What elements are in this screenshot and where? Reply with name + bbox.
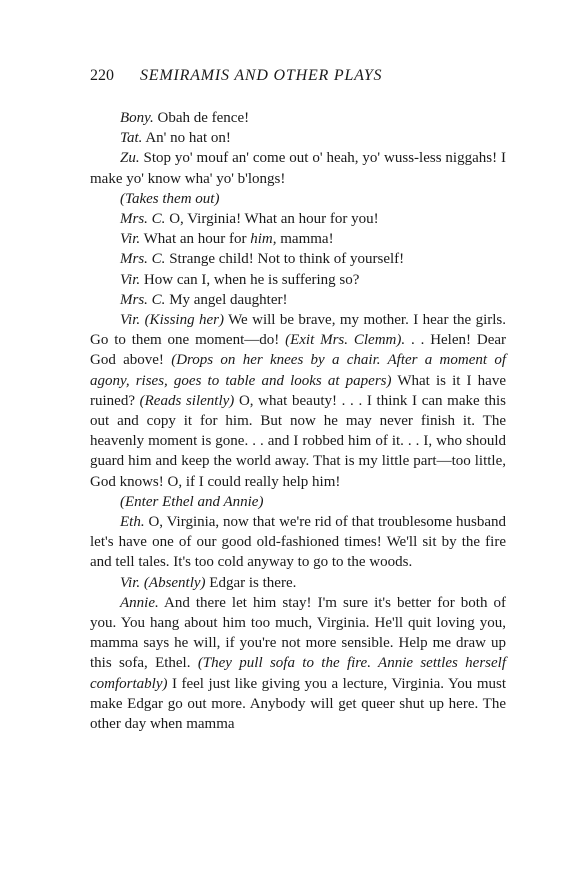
text-paragraph: [90, 573, 506, 593]
roman-text: Stop yo' mouf an' come out o' heah, yo' wuss-less niggahs! I make yo' know wha' yo' b'longs!: [90, 150, 506, 187]
italic-text: (They pull sofa to the fire. Annie settles herself comfortably): [90, 655, 506, 692]
italic-text: Tat.: [120, 130, 143, 147]
italic-text: Zu.: [120, 150, 140, 167]
text-paragraph: [90, 189, 506, 209]
roman-text: . . Helen! Dear God above!: [90, 332, 506, 369]
italic-text: Vir.: [120, 231, 141, 248]
running-title: SEMIRAMIS AND OTHER PLAYS: [140, 67, 383, 84]
text-paragraph: [90, 209, 506, 229]
text-paragraph: [90, 108, 506, 128]
text-paragraph: [90, 229, 506, 249]
roman-text: O, Virginia, now that we're rid of that troublesome husband let's have one of our good old-fashioned times! We'll sit by the fire and tell tales. It's too cold anyway to go to the woods.: [90, 514, 506, 571]
italic-text: (Kissing her): [144, 312, 224, 329]
italic-text: Eth.: [120, 514, 145, 531]
text-paragraph: [90, 492, 506, 512]
italic-text: (Enter Ethel and Annie): [120, 493, 264, 510]
text-paragraph: [90, 593, 506, 734]
italic-text: Mrs. C.: [120, 251, 166, 268]
roman-text: Edgar is there.: [205, 574, 297, 591]
italic-text: (Absently): [143, 574, 206, 591]
roman-text: How can I, when he is suffering so?: [140, 271, 360, 288]
text-paragraph: [90, 128, 506, 148]
italic-text: him,: [250, 231, 277, 248]
italic-text: Bony.: [120, 110, 154, 126]
text-paragraph: [90, 290, 506, 310]
roman-text: An' no hat on!: [142, 130, 231, 147]
roman-text: We will be brave, my mother. I hear the girls. Go to them one moment—do!: [90, 312, 507, 349]
roman-text: My angel daughter!: [165, 291, 288, 308]
roman-text: What is it I have ruined?: [90, 372, 506, 409]
play-text: [90, 108, 506, 734]
text-paragraph: [90, 512, 506, 573]
text-paragraph: [90, 249, 506, 269]
roman-text: O, what beauty! . . . I think I can make this out and copy it for him. But now he may never finish it. The heavenly moment is gone. . . and I robbed him of it. . . I, who should guard him and keep the world away. That is my little part—too little, God knows! O, if I could really help him!: [90, 392, 506, 490]
roman-text: O, Virginia! What an hour for you!: [165, 211, 379, 228]
roman-text: What an hour for: [140, 231, 251, 248]
italic-text: Mrs. C.: [120, 211, 166, 228]
roman-text: Strange child! Not to think of yourself!: [165, 251, 405, 268]
italic-text: Vir.: [120, 271, 141, 288]
roman-text: And there let him stay! I'm sure it's better for both of you. You hang about him too much, Virginia. He'll quit loving you, mamma says he will, if you're not more sensible. Help me draw up this sofa, Ethel.: [90, 594, 506, 672]
book-page: [90, 64, 506, 734]
page-header: [90, 64, 506, 88]
roman-text: mamma!: [276, 231, 334, 248]
italic-text: (Drops on her knees by a chair. After a moment of agony, rises, goes to table and looks at papers): [90, 352, 506, 389]
italic-text: (Exit Mrs. Clemm).: [285, 332, 406, 349]
roman-text: Obah de fence!: [153, 110, 250, 126]
italic-text: (Reads silently): [139, 392, 235, 409]
italic-text: Vir.: [120, 574, 141, 591]
italic-text: Vir.: [120, 312, 141, 329]
italic-text: (Takes them out): [120, 190, 220, 207]
roman-text: I feel just like giving you a lecture, Virginia. You must make Edgar go out more. Anybody will get queer shut up here. The other day when mamma: [90, 675, 506, 733]
text-paragraph: [90, 270, 506, 290]
italic-text: Mrs. C.: [120, 291, 166, 308]
page-number: 220: [90, 67, 114, 84]
text-paragraph: [90, 148, 506, 188]
text-paragraph: [90, 310, 506, 492]
italic-text: Annie.: [120, 594, 159, 611]
